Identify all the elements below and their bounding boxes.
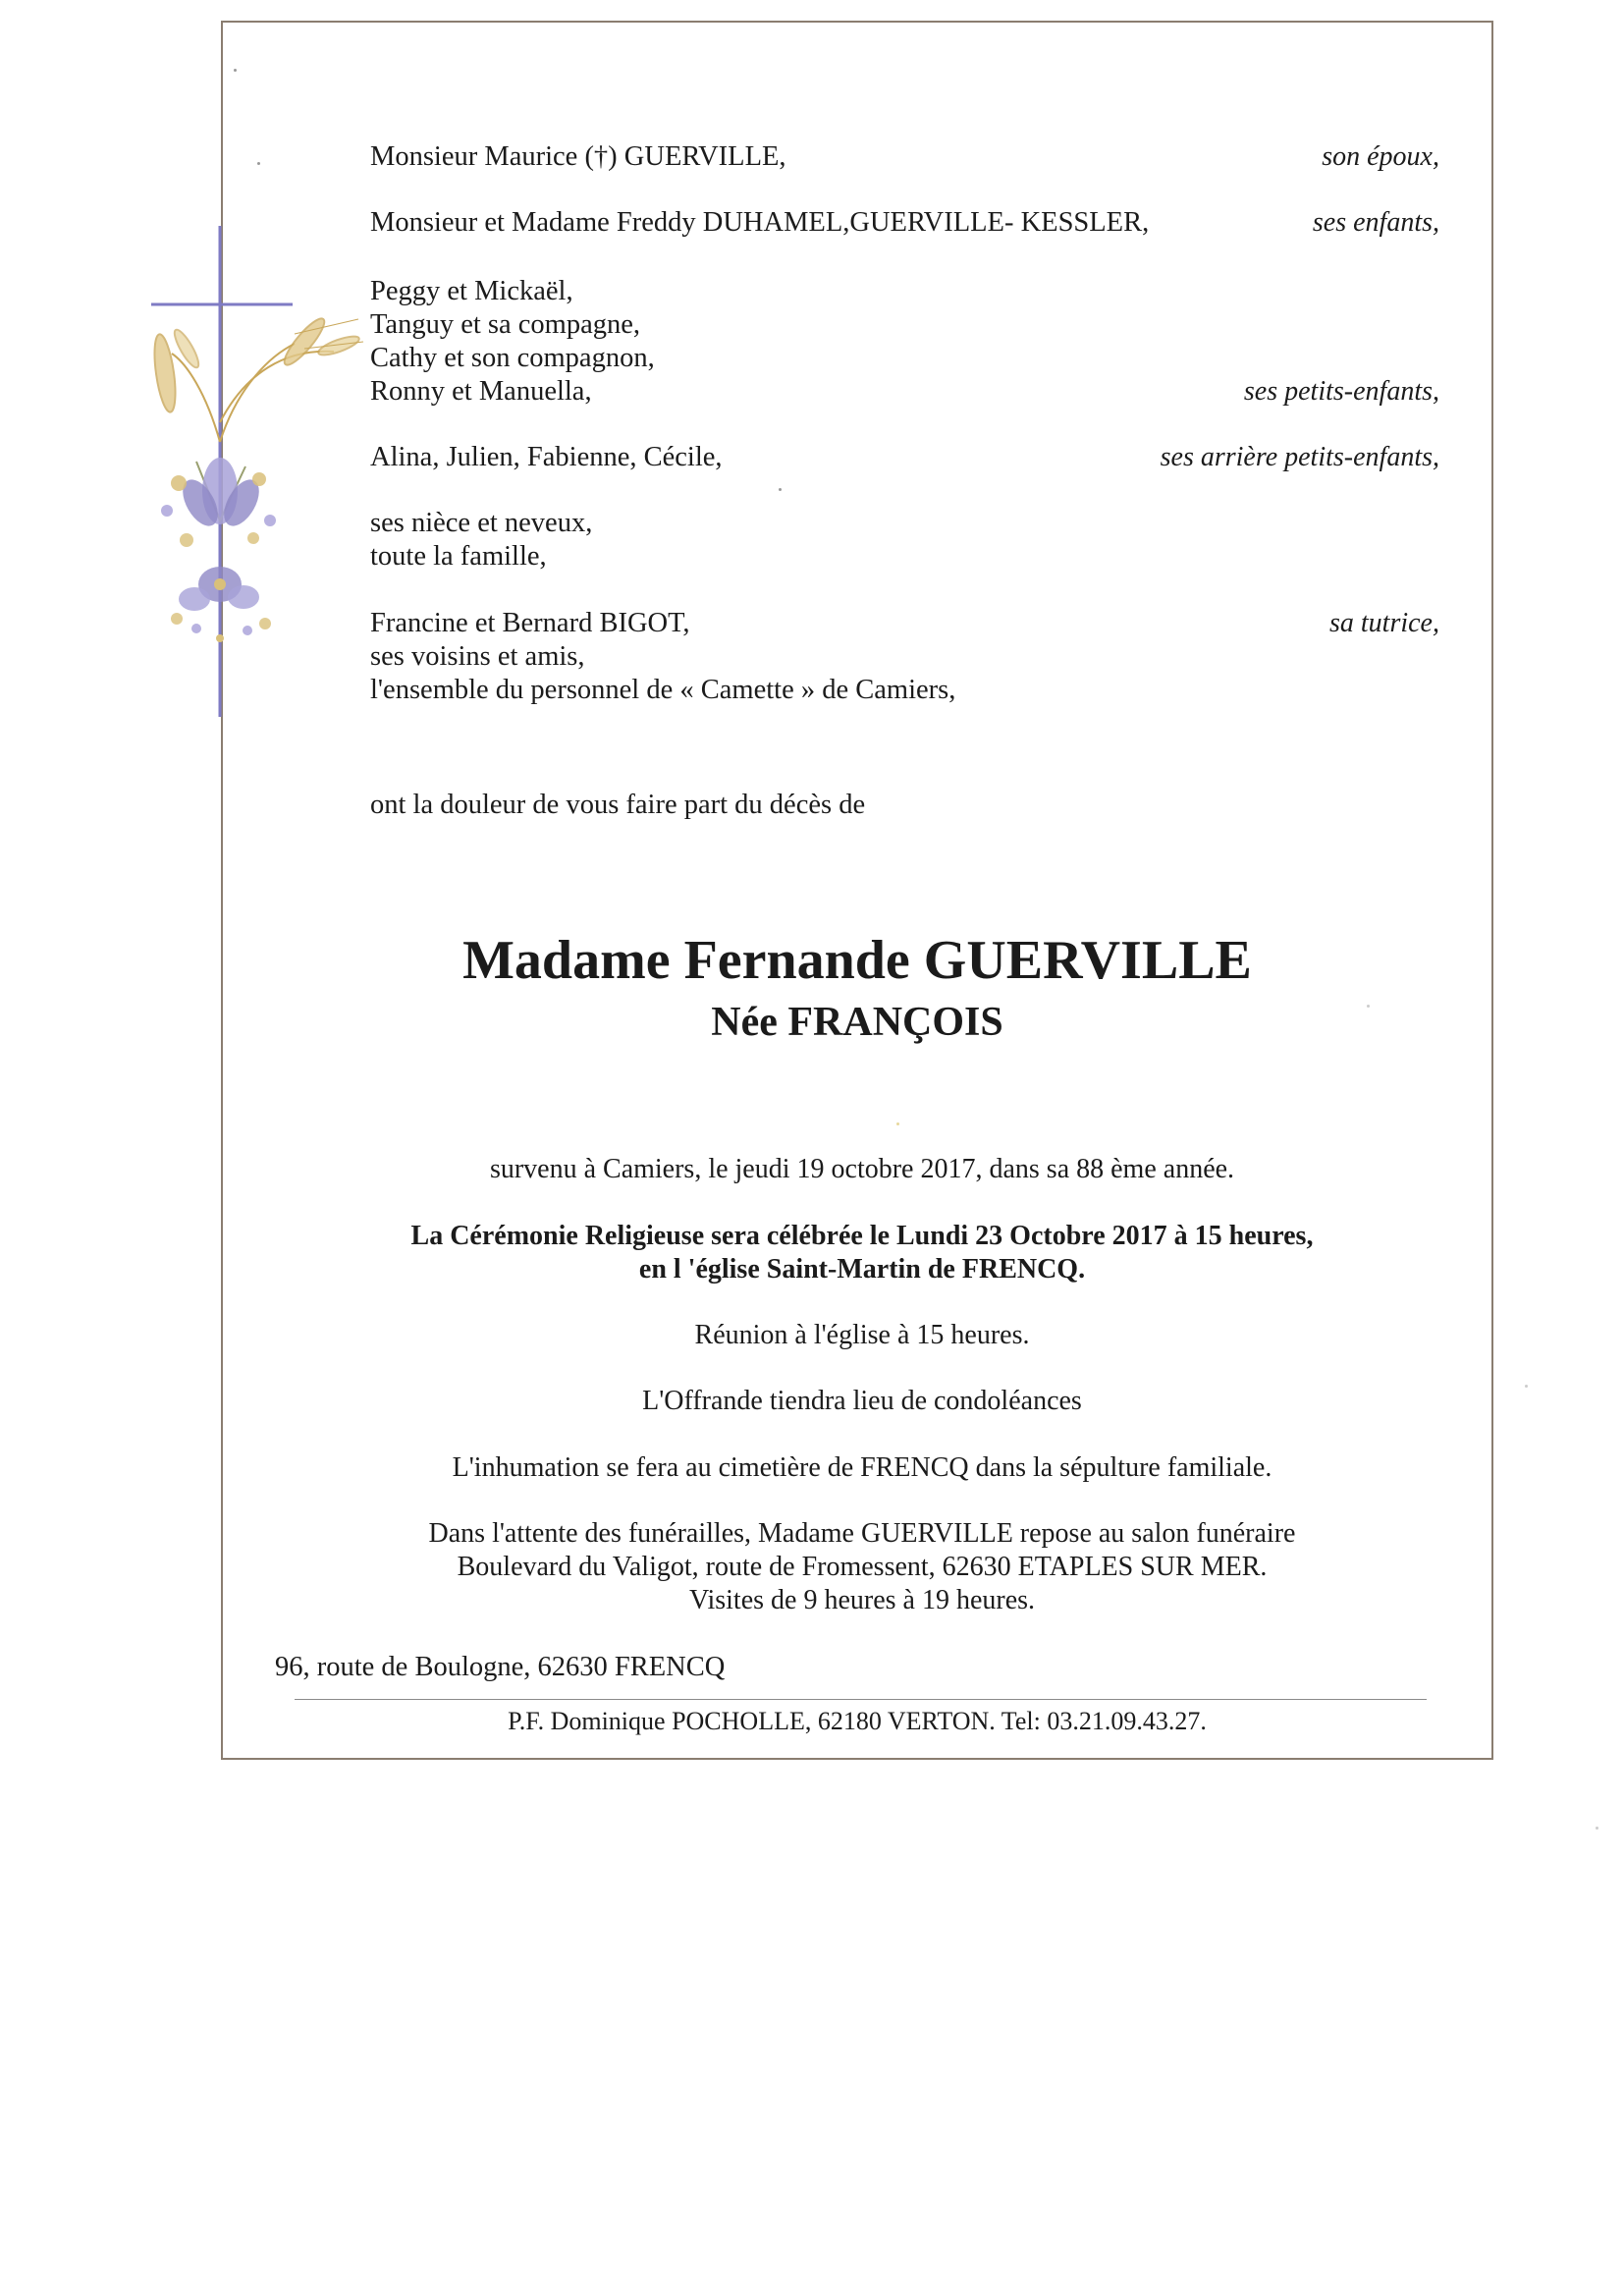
scan-speck xyxy=(1367,1005,1370,1008)
family-line: toute la famille, xyxy=(370,541,547,572)
funeral-home-info: P.F. Dominique POCHOLLE, 62180 VERTON. Tel: 03.21.09.43.27. xyxy=(508,1707,1207,1735)
burial-text: L'inhumation se fera au cimetière de FRENCQ dans la sépulture familiale. xyxy=(452,1452,1272,1483)
relation-label: son époux, xyxy=(1322,141,1439,172)
family-line: Cathy et son compagnon, xyxy=(370,343,655,373)
family-line: ses nièce et neveux, xyxy=(370,508,593,538)
family-line: Monsieur et Madame Freddy DUHAMEL,GUERVILLE- KESSLER, xyxy=(370,207,1150,238)
family-address: 96, route de Boulogne, 62630 FRENCQ xyxy=(275,1652,726,1682)
family-line: ses voisins et amis, xyxy=(370,641,585,672)
relation-label: ses enfants, xyxy=(1312,207,1439,238)
scan-speck xyxy=(257,162,260,165)
family-line: Ronny et Manuella, xyxy=(370,376,592,407)
visitation-line: Visites de 9 heures à 19 heures. xyxy=(688,1585,1036,1615)
offering-text: L'Offrande tiendra lieu de condoléances xyxy=(642,1386,1082,1416)
scan-speck xyxy=(1596,1827,1598,1830)
deceased-birth-name: Née FRANÇOIS xyxy=(711,1000,1003,1045)
announcement-text: ont la douleur de vous faire part du décès de xyxy=(370,790,866,820)
family-line: Tanguy et sa compagne, xyxy=(370,309,640,340)
visitation-line: Dans l'attente des funérailles, Madame GUERVILLE repose au salon funéraire xyxy=(428,1518,1296,1549)
ceremony-line: en l 'église Saint-Martin de FRENCQ. xyxy=(638,1254,1086,1285)
deceased-name: Madame Fernande GUERVILLE xyxy=(462,930,1252,991)
scan-speck xyxy=(1525,1385,1528,1388)
relation-label: ses petits-enfants, xyxy=(1243,376,1439,407)
visitation-line: Boulevard du Valigot, route de Fromessent, 62630 ETAPLES SUR MER. xyxy=(457,1552,1268,1582)
wheat-icon xyxy=(151,314,363,442)
family-line: Alina, Julien, Fabienne, Cécile, xyxy=(370,442,723,472)
relation-label: ses arrière petits-enfants, xyxy=(1160,442,1439,472)
cross-ornament xyxy=(137,226,373,717)
family-line: Francine et Bernard BIGOT, xyxy=(370,608,690,638)
family-line: Monsieur Maurice (†) GUERVILLE, xyxy=(370,141,786,172)
meeting-text: Réunion à l'église à 15 heures. xyxy=(694,1320,1030,1350)
death-details: survenu à Camiers, le jeudi 19 octobre 2017, dans sa 88 ème année. xyxy=(489,1154,1235,1184)
ceremony-line: La Cérémonie Religieuse sera célébrée le Lundi 23 Octobre 2017 à 15 heures, xyxy=(410,1221,1314,1251)
family-line: l'ensemble du personnel de « Camette » de Camiers, xyxy=(370,675,956,705)
scan-speck xyxy=(234,69,237,72)
scan-speck xyxy=(896,1122,899,1125)
footer-divider xyxy=(295,1699,1427,1700)
family-line: Peggy et Mickaël, xyxy=(370,276,573,306)
scan-speck xyxy=(779,488,782,491)
relation-label: sa tutrice, xyxy=(1329,608,1439,638)
